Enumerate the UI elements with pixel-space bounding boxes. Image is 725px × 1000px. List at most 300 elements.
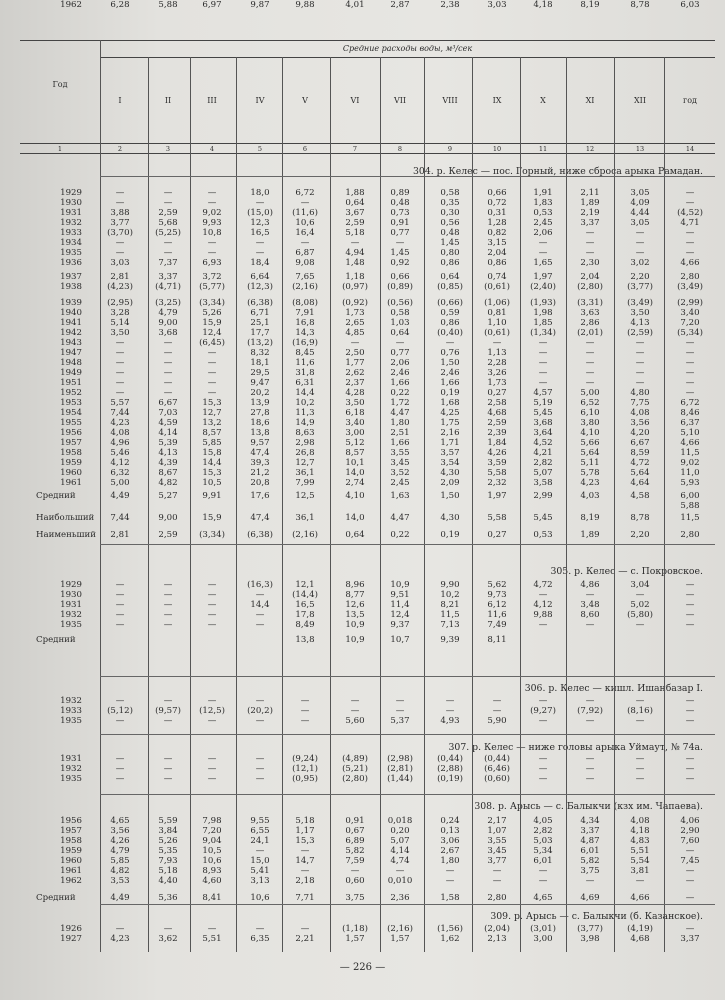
value-cell: (3,70) [107, 228, 133, 238]
value-cell: 5,07 [390, 836, 410, 846]
section-rule [100, 176, 715, 177]
value-cell: 15,0 [250, 856, 270, 866]
summary-value: 4,49 [110, 491, 130, 501]
value-cell: 4,60 [202, 876, 222, 886]
year-cell: 1929 [60, 188, 82, 198]
value-cell: 4,83 [630, 836, 650, 846]
value-cell: 0,76 [440, 348, 460, 358]
year-cell: 1932 [60, 218, 82, 228]
value-cell: 9,00 [158, 318, 178, 328]
value-cell: 4,52 [533, 438, 553, 448]
value-cell: 14,4 [295, 388, 315, 398]
value-cell: (6,45) [199, 338, 225, 348]
value-cell: 10,9 [390, 580, 410, 590]
value-cell: (3,25) [155, 298, 181, 308]
value-cell: 4,44 [630, 208, 650, 218]
value-cell: 5,46 [110, 448, 130, 458]
value-cell: 7,65 [295, 272, 315, 282]
year-cell: 1932 [60, 764, 82, 774]
value-cell: — [685, 774, 695, 784]
summary-value: 5,36 [158, 893, 178, 903]
month-header: VI [350, 96, 360, 105]
value-cell: 2,46 [390, 368, 410, 378]
value-cell: 1,66 [390, 438, 410, 448]
value-cell: 0,48 [440, 228, 460, 238]
value-cell: 0,24 [440, 816, 460, 826]
value-cell: (3,34) [199, 298, 225, 308]
value-cell: 5,54 [630, 856, 650, 866]
value-cell: — [635, 876, 645, 886]
section-title: 308. р. Арысь — с. Балыкчи (кзх им. Чапаева). [474, 801, 703, 812]
value-cell: — [585, 876, 595, 886]
value-cell: 11,6 [295, 358, 315, 368]
value-cell: 3,37 [680, 934, 700, 944]
table-row [0, 388, 725, 398]
value-cell: 0,58 [390, 308, 410, 318]
year-cell: 1958 [60, 836, 82, 846]
value-cell: (3,31) [577, 298, 603, 308]
value-cell: — [685, 338, 695, 348]
summary-value: (2,16) [292, 530, 318, 540]
year-cell: 1956 [60, 816, 82, 826]
value-cell: 7,98 [202, 816, 222, 826]
value-cell: 0,13 [440, 826, 460, 836]
value-cell: 2,45 [533, 218, 553, 228]
year-cell: 1962 [60, 876, 82, 886]
value-cell: 11,5 [440, 610, 460, 620]
value-cell: — [685, 866, 695, 876]
value-cell: — [163, 388, 173, 398]
value-cell: 0,010 [387, 876, 413, 886]
section-title: 307. р. Келес — ниже головы арыка Уймаут, № 74а. [448, 742, 703, 753]
summary-value: 15,9 [202, 513, 222, 523]
value-cell: — [207, 754, 217, 764]
value-cell: 1,89 [580, 198, 600, 208]
value-cell: (8,16) [627, 706, 653, 716]
value-cell: (8,08) [292, 298, 318, 308]
value-cell: 9,88 [295, 0, 315, 10]
value-cell: 26,8 [295, 448, 315, 458]
value-cell: — [300, 198, 310, 208]
column-number: 4 [209, 145, 215, 153]
value-cell: 18,4 [250, 258, 270, 268]
value-cell: — [207, 764, 217, 774]
value-cell: — [635, 764, 645, 774]
value-cell: 2,32 [487, 478, 507, 488]
value-cell: — [115, 590, 125, 600]
value-cell: (1,06) [484, 298, 510, 308]
value-cell: (2,80) [342, 774, 368, 784]
value-cell: 6,10 [580, 408, 600, 418]
summary-value: 4,47 [390, 513, 410, 523]
summary-value: 0,53 [533, 530, 553, 540]
summary-value: 2,80 [487, 893, 507, 903]
value-cell: — [685, 238, 695, 248]
value-cell: 15,8 [202, 448, 222, 458]
value-cell: — [163, 580, 173, 590]
value-cell: 3,52 [390, 468, 410, 478]
value-cell: 8,77 [345, 590, 365, 600]
value-cell: 8,96 [345, 580, 365, 590]
column-number: 3 [165, 145, 171, 153]
table-row [0, 368, 725, 378]
summary-value: 5,58 [487, 513, 507, 523]
value-cell: — [585, 754, 595, 764]
value-cell: — [585, 248, 595, 258]
summary-value: 5,88 [680, 501, 700, 511]
value-cell: — [207, 388, 217, 398]
value-cell: 16,8 [295, 318, 315, 328]
value-cell: 4,08 [110, 428, 130, 438]
table-title: Средние расходы воды, м³/сек [342, 44, 473, 53]
table-row [0, 478, 725, 488]
value-cell: 21,2 [250, 468, 270, 478]
value-cell: — [255, 198, 265, 208]
value-cell: 5,82 [580, 856, 600, 866]
value-cell: 3,50 [110, 328, 130, 338]
value-cell: 2,28 [487, 358, 507, 368]
value-cell: 8,45 [295, 348, 315, 358]
value-cell: 0,20 [390, 826, 410, 836]
value-cell: (5,12) [107, 706, 133, 716]
summary-value: (3,34) [199, 530, 225, 540]
value-cell: 36,1 [295, 468, 315, 478]
value-cell: — [538, 620, 548, 630]
value-cell: 4,21 [533, 448, 553, 458]
value-cell: — [255, 754, 265, 764]
value-cell: 10,9 [345, 620, 365, 630]
summary-value: 7,71 [295, 893, 315, 903]
value-cell: — [538, 876, 548, 886]
value-cell: 11,3 [295, 408, 315, 418]
table-row [0, 318, 725, 328]
value-cell: 1,85 [533, 318, 553, 328]
value-cell: 1,91 [533, 188, 553, 198]
value-cell: 0,89 [390, 188, 410, 198]
year-cell: 1937 [60, 272, 82, 282]
value-cell: 2,82 [533, 826, 553, 836]
value-cell: 1,72 [390, 398, 410, 408]
value-cell: 10,5 [202, 478, 222, 488]
value-cell: 3,45 [390, 458, 410, 468]
value-cell: 16,5 [295, 600, 315, 610]
value-cell: 11,4 [390, 600, 410, 610]
month-header: V [302, 96, 308, 105]
value-cell: (0,40) [437, 328, 463, 338]
value-cell: — [585, 368, 595, 378]
value-cell: — [635, 716, 645, 726]
summary-row [0, 501, 725, 511]
value-cell: 4,08 [630, 816, 650, 826]
value-cell: 3,77 [487, 856, 507, 866]
table-row [0, 338, 725, 348]
value-cell: — [163, 696, 173, 706]
value-cell: 3,64 [533, 428, 553, 438]
table-row [0, 0, 725, 10]
value-cell: 9,02 [202, 208, 222, 218]
value-cell: 13,2 [202, 418, 222, 428]
value-cell: (2,04) [484, 924, 510, 934]
table-row [0, 774, 725, 784]
summary-value: 8,19 [580, 513, 600, 523]
summary-label: Средний [36, 893, 76, 903]
summary-value: 9,00 [158, 513, 178, 523]
value-cell: 10,2 [295, 398, 315, 408]
value-cell: 0,59 [440, 308, 460, 318]
column-number: 1 [57, 145, 63, 153]
value-cell: 2,21 [295, 934, 315, 944]
value-cell: 3,68 [158, 328, 178, 338]
value-cell: 12,1 [295, 580, 315, 590]
year-cell: 1933 [60, 706, 82, 716]
value-cell: — [635, 368, 645, 378]
value-cell: 10,5 [202, 846, 222, 856]
value-cell: (9,24) [292, 754, 318, 764]
value-cell: 4,39 [158, 458, 178, 468]
value-cell: — [300, 716, 310, 726]
value-cell: 18,6 [250, 418, 270, 428]
value-cell: 3,37 [580, 218, 600, 228]
value-cell: 4,30 [440, 468, 460, 478]
value-cell: 4,23 [110, 418, 130, 428]
table-row [0, 272, 725, 282]
value-cell: 14,0 [345, 468, 365, 478]
value-cell: (5,34) [677, 328, 703, 338]
value-cell: 3,45 [487, 846, 507, 856]
value-cell: (4,23) [107, 282, 133, 292]
value-cell: 4,87 [580, 836, 600, 846]
value-cell: 9,88 [533, 610, 553, 620]
subheader-rule [100, 57, 715, 58]
value-cell: 3,54 [440, 458, 460, 468]
value-cell: 5,45 [533, 408, 553, 418]
value-cell: — [350, 338, 360, 348]
value-cell: — [207, 716, 217, 726]
value-cell: 1,28 [487, 218, 507, 228]
value-cell: 9,08 [295, 258, 315, 268]
column-number: 9 [447, 145, 453, 153]
value-cell: (1,44) [387, 774, 413, 784]
summary-value: 36,1 [295, 513, 315, 523]
value-cell: 2,20 [630, 272, 650, 282]
value-cell: 12,3 [250, 218, 270, 228]
value-cell: — [685, 620, 695, 630]
value-cell: 13,5 [345, 610, 365, 620]
value-cell: (2,95) [107, 298, 133, 308]
value-cell: 0,91 [390, 218, 410, 228]
value-cell: — [207, 774, 217, 784]
value-cell: 39,3 [250, 458, 270, 468]
value-cell: — [163, 620, 173, 630]
value-cell: 4,01 [345, 0, 365, 10]
value-cell: 2,86 [580, 318, 600, 328]
value-cell: — [163, 188, 173, 198]
value-cell: 9,93 [202, 218, 222, 228]
value-cell: 5,18 [295, 816, 315, 826]
value-cell: 5,26 [202, 308, 222, 318]
value-cell: — [538, 248, 548, 258]
value-cell: 4,79 [158, 308, 178, 318]
value-cell: 1,68 [440, 398, 460, 408]
value-cell: 12,4 [202, 328, 222, 338]
value-cell: — [585, 348, 595, 358]
value-cell: 2,65 [345, 318, 365, 328]
value-cell: 0,82 [487, 228, 507, 238]
value-cell: 11,5 [680, 448, 700, 458]
value-cell: 8,32 [250, 348, 270, 358]
summary-value: 3,75 [345, 893, 365, 903]
value-cell: — [350, 706, 360, 716]
value-cell: (14,4) [292, 590, 318, 600]
value-cell: — [163, 716, 173, 726]
year-cell: 1933 [60, 228, 82, 238]
value-cell: 14,4 [250, 600, 270, 610]
value-cell: 2,17 [487, 816, 507, 826]
value-cell: (0,95) [292, 774, 318, 784]
table-row [0, 198, 725, 208]
value-cell: 1,97 [533, 272, 553, 282]
value-cell: 3,75 [580, 866, 600, 876]
value-cell: (2,99) [677, 298, 703, 308]
value-cell: — [635, 590, 645, 600]
header-top-rule [20, 40, 715, 41]
value-cell: — [163, 774, 173, 784]
value-cell: 0,48 [390, 198, 410, 208]
section-rule [100, 544, 715, 545]
year-cell: 1943 [60, 338, 82, 348]
summary-row [0, 635, 725, 645]
table-row [0, 358, 725, 368]
value-cell: (0,66) [437, 298, 463, 308]
value-cell: 2,30 [580, 258, 600, 268]
value-cell: 10,6 [295, 218, 315, 228]
value-cell: 27,8 [250, 408, 270, 418]
value-cell: 4,13 [630, 318, 650, 328]
value-cell: — [685, 600, 695, 610]
value-cell: — [685, 580, 695, 590]
value-cell: (0,89) [387, 282, 413, 292]
value-cell: 5,88 [158, 0, 178, 10]
value-cell: (5,21) [342, 764, 368, 774]
value-cell: 9,47 [250, 378, 270, 388]
value-cell: 2,59 [158, 208, 178, 218]
year-cell: 1931 [60, 754, 82, 764]
value-cell: 4,59 [158, 418, 178, 428]
value-cell: 18,0 [250, 188, 270, 198]
value-cell: 7,45 [680, 856, 700, 866]
value-cell: 2,46 [440, 368, 460, 378]
value-cell: — [255, 610, 265, 620]
value-cell: (2,40) [530, 282, 556, 292]
value-cell: 5,39 [158, 438, 178, 448]
value-cell: — [585, 358, 595, 368]
value-cell: — [685, 716, 695, 726]
value-cell: 5,26 [158, 836, 178, 846]
value-cell: — [685, 846, 695, 856]
value-cell: 14,7 [295, 856, 315, 866]
value-cell: (20,2) [247, 706, 273, 716]
summary-label: Наименьший [36, 530, 96, 540]
value-cell: 4,85 [345, 328, 365, 338]
value-cell: (0,44) [484, 754, 510, 764]
value-cell: (6,46) [484, 764, 510, 774]
summary-value: — [685, 893, 695, 903]
value-cell: (6,38) [247, 298, 273, 308]
year-cell: 1938 [60, 282, 82, 292]
value-cell: 3,50 [345, 398, 365, 408]
value-cell: — [445, 338, 455, 348]
summary-value: 0,27 [487, 530, 507, 540]
value-cell: 0,22 [390, 388, 410, 398]
value-cell: — [635, 378, 645, 388]
value-cell: (16,3) [247, 580, 273, 590]
table-row [0, 836, 725, 846]
value-cell: — [538, 774, 548, 784]
year-cell: 1953 [60, 398, 82, 408]
table-row [0, 846, 725, 856]
year-cell: 1935 [60, 248, 82, 258]
value-cell: 1,18 [345, 272, 365, 282]
value-cell: — [300, 696, 310, 706]
value-cell: — [207, 188, 217, 198]
value-cell: — [207, 696, 217, 706]
value-cell: — [635, 620, 645, 630]
value-cell: 3,50 [630, 308, 650, 318]
value-cell: 3,57 [440, 448, 460, 458]
year-cell: 1935 [60, 774, 82, 784]
value-cell: 11,6 [487, 610, 507, 620]
value-cell: 10,1 [345, 458, 365, 468]
value-cell: 4,14 [390, 846, 410, 856]
table-row [0, 610, 725, 620]
value-cell: 7,13 [440, 620, 460, 630]
value-cell: 16,5 [250, 228, 270, 238]
value-cell: 5,35 [158, 846, 178, 856]
value-cell: — [115, 716, 125, 726]
value-cell: (2,81) [387, 764, 413, 774]
value-cell: (1,56) [437, 924, 463, 934]
value-cell: 4,72 [533, 580, 553, 590]
year-cell: 1959 [60, 846, 82, 856]
value-cell: 8,63 [295, 428, 315, 438]
value-cell: 3,26 [487, 368, 507, 378]
value-cell: 20,2 [250, 388, 270, 398]
value-cell: 2,04 [580, 272, 600, 282]
column-number: 6 [302, 145, 308, 153]
value-cell: 2,62 [345, 368, 365, 378]
column-number: 7 [352, 145, 358, 153]
value-cell: 5,85 [110, 856, 130, 866]
value-cell: 3,37 [158, 272, 178, 282]
value-cell: 4,82 [158, 478, 178, 488]
value-cell: 3,81 [630, 866, 650, 876]
year-cell: 1936 [60, 258, 82, 268]
value-cell: 1,80 [390, 418, 410, 428]
value-cell: 31,8 [295, 368, 315, 378]
summary-value: 1,89 [580, 530, 600, 540]
summary-row [0, 530, 725, 540]
year-cell: 1954 [60, 408, 82, 418]
summary-value: 11,5 [680, 513, 700, 523]
value-cell: — [163, 248, 173, 258]
value-cell: 4,08 [630, 408, 650, 418]
value-cell: 5,64 [630, 468, 650, 478]
value-cell: 3,03 [110, 258, 130, 268]
year-cell: 1952 [60, 388, 82, 398]
year-cell: 1961 [60, 478, 82, 488]
value-cell: — [685, 754, 695, 764]
value-cell: 5,62 [487, 580, 507, 590]
